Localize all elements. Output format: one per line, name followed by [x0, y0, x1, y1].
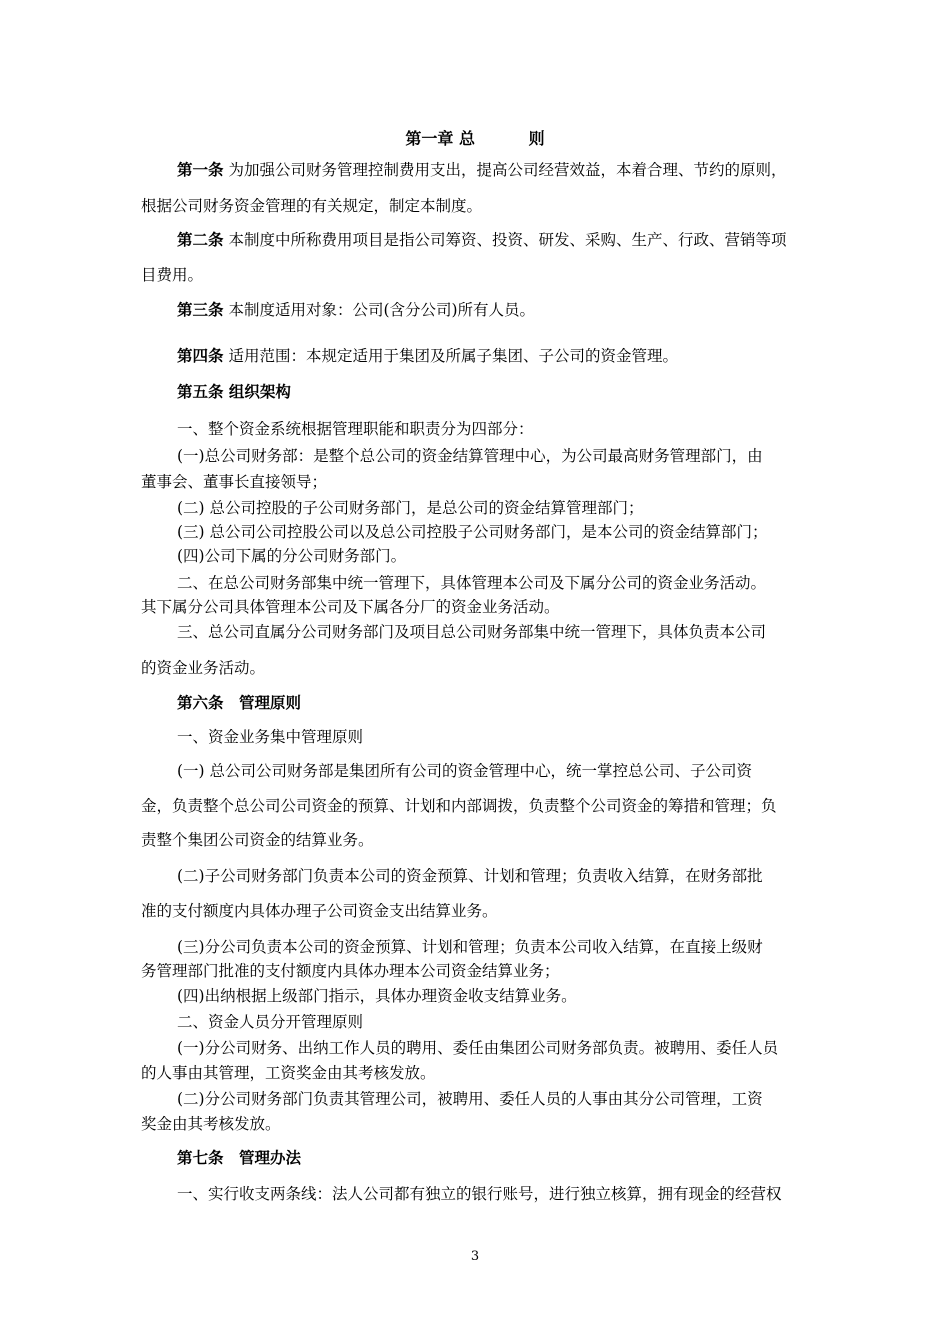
line-text: 二、资金人员分开管理原则	[177, 1013, 364, 1031]
line-text: 奖金由其考核发放。	[141, 1115, 281, 1133]
text-line	[177, 622, 766, 642]
text-line	[177, 727, 363, 747]
line-text: 责整个集团公司资金的结算业务。	[141, 831, 374, 849]
text-line	[141, 901, 498, 921]
text-line	[141, 961, 560, 981]
line-text: 目费用。	[141, 266, 204, 284]
text-line	[177, 522, 768, 542]
text-line	[141, 472, 327, 492]
text-line	[177, 761, 752, 781]
article-heading: 第五条 组织架构	[177, 382, 291, 401]
text-line	[177, 693, 301, 713]
article-heading: 第四条	[177, 346, 224, 365]
text-line	[141, 796, 777, 816]
text-line	[177, 986, 577, 1006]
text-line	[177, 866, 763, 886]
text-line	[141, 830, 374, 850]
text-line	[177, 1184, 782, 1204]
line-text: 其下属分公司具体管理本公司及下属各分厂的资金业务活动。	[141, 598, 560, 616]
line-text: (二)子公司财务部门负责本公司的资金预算、计划和管理；负责收入结算，在财务部批	[177, 867, 763, 885]
line-text: 本制度适用对象：公司(含分公司)所有人员。	[223, 301, 536, 319]
text-line	[177, 1012, 363, 1032]
line-text: 金，负责整个总公司公司资金的预算、计划和内部调拨，负责整个公司资金的筹措和管理；负	[141, 797, 777, 815]
text-line	[141, 658, 265, 678]
text-line	[177, 300, 535, 320]
article-heading: 第七条 管理办法	[177, 1148, 302, 1167]
line-text: (四)出纳根据上级部门指示，具体办理资金收支结算业务。	[177, 987, 577, 1005]
text-line	[177, 1089, 763, 1109]
text-line	[141, 196, 482, 216]
chapter-title: 第一章 总 则	[405, 129, 545, 148]
line-text: 务管理部门批准的支付额度内具体办理本公司资金结算业务；	[141, 962, 560, 980]
text-line	[177, 160, 786, 180]
line-text: (三) 总公司公司控股公司以及总公司控股子公司财务部门，是本公司的资金结算部门；	[177, 523, 768, 541]
article-heading: 第一条	[177, 160, 224, 179]
line-text: 一、资金业务集中管理原则	[177, 728, 364, 746]
text-line	[177, 546, 406, 566]
line-text: (一)分公司财务、出纳工作人员的聘用、委任由集团公司财务部负责。被聘用、委任人员	[177, 1039, 779, 1057]
text-line	[141, 1063, 436, 1083]
line-text: (四)公司下属的分公司财务部门。	[177, 547, 407, 565]
article-heading: 第二条	[177, 230, 224, 249]
text-line	[177, 1038, 778, 1058]
text-line	[177, 382, 291, 402]
line-text: (一)总公司财务部：是整个总公司的资金结算管理中心，为公司最高财务管理部门，由	[177, 447, 763, 465]
line-text: 一、实行收支两条线：法人公司都有独立的银行账号，进行独立核算，拥有现金的经营权	[177, 1185, 782, 1203]
line-text: 适用范围：本规定适用于集团及所属子集团、子公司的资金管理。	[223, 347, 678, 365]
text-line	[177, 419, 534, 439]
line-text: 董事会、董事长直接领导；	[141, 473, 328, 491]
line-text: (三)分公司负责本公司的资金预算、计划和管理；负责本公司收入结算，在直接上级财	[177, 938, 763, 956]
line-text: (一) 总公司公司财务部是集团所有公司的资金管理中心，统一掌控总公司、子公司资	[177, 762, 753, 780]
text-line	[177, 1148, 301, 1168]
text-line	[177, 230, 786, 250]
text-line	[177, 346, 678, 366]
line-text: 三、总公司直属分公司财务部门及项目总公司财务部集中统一管理下，具体负责本公司	[177, 623, 767, 641]
article-heading: 第三条	[177, 300, 224, 319]
line-text: (二) 总公司控股的子公司财务部门，是总公司的资金结算管理部门；	[177, 499, 644, 517]
text-line	[141, 1114, 281, 1134]
line-text: 根据公司财务资金管理的有关规定，制定本制度。	[141, 197, 483, 215]
text-line	[177, 498, 644, 518]
page-number: 3	[470, 1249, 480, 1264]
text-line	[177, 573, 766, 593]
text-line	[177, 937, 763, 957]
line-text: 为加强公司财务管理控制费用支出，提高公司经营效益，本着合理、节约的原则，	[223, 161, 787, 179]
text-line	[141, 597, 560, 617]
line-text: 准的支付额度内具体办理子公司资金支出结算业务。	[141, 902, 498, 920]
line-text: 的人事由其管理，工资奖金由其考核发放。	[141, 1064, 436, 1082]
line-text: 一、整个资金系统根据管理职能和职责分为四部分：	[177, 420, 534, 438]
line-text: (二)分公司财务部门负责其管理公司，被聘用、委任人员的人事由其分公司管理，工资	[177, 1090, 763, 1108]
line-text: 本制度中所称费用项目是指公司筹资、投资、研发、采购、生产、行政、营销等项	[223, 231, 787, 249]
line-text: 二、在总公司财务部集中统一管理下，具体管理本公司及下属分公司的资金业务活动。	[177, 574, 767, 592]
text-line	[177, 446, 763, 466]
article-heading: 第六条 管理原则	[177, 693, 302, 712]
text-line	[141, 265, 203, 285]
line-text: 的资金业务活动。	[141, 659, 266, 677]
